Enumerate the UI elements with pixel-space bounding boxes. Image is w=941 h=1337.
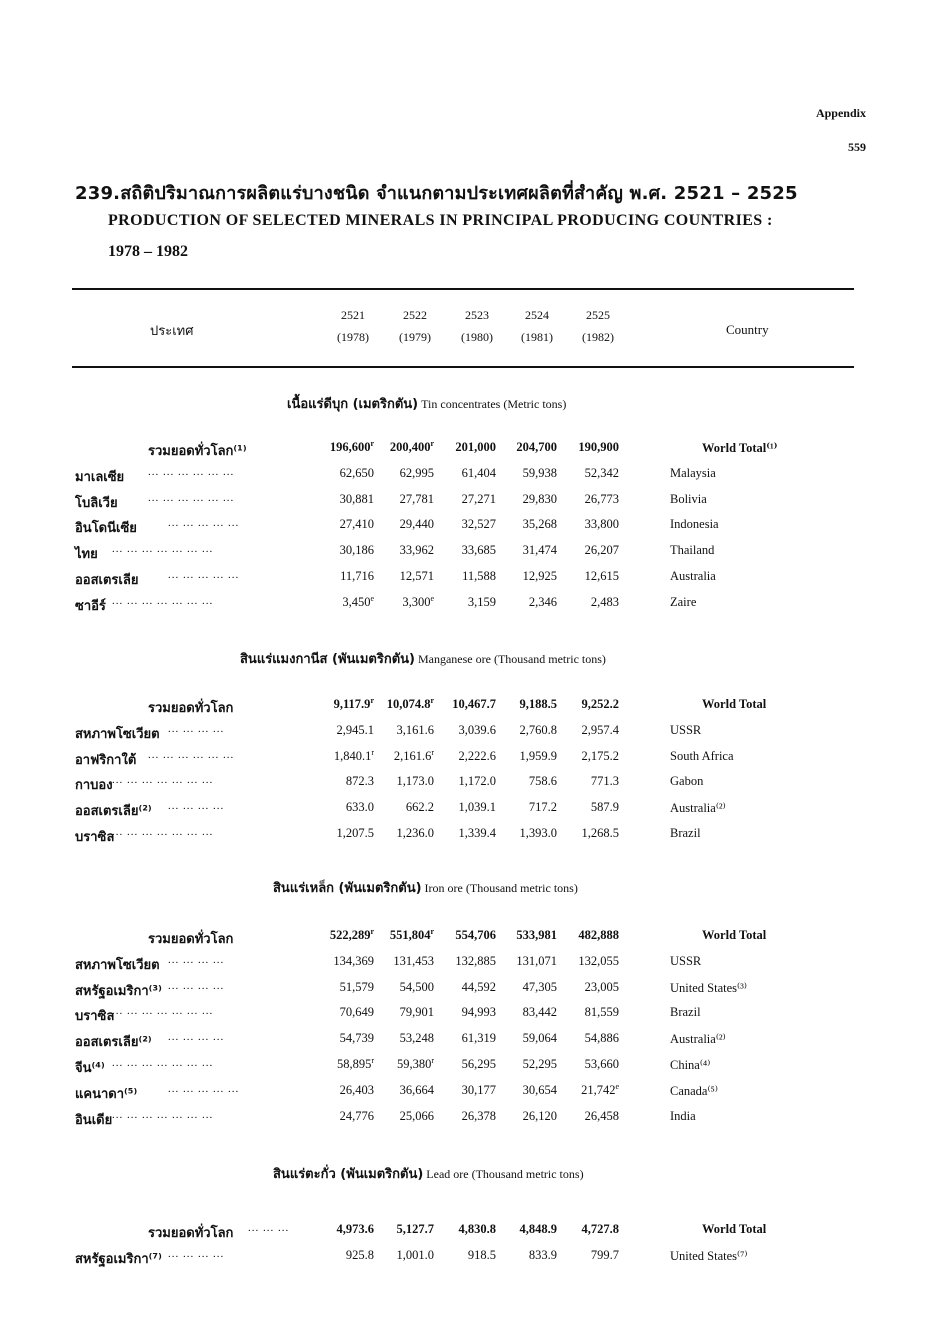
country-name-en: World Total: [702, 928, 767, 942]
country-name-en: USSR: [670, 722, 702, 737]
value-cell: 26,403: [339, 1082, 374, 1097]
value-cell: 633.0: [345, 800, 374, 815]
country-name-en: Indonesia: [670, 517, 719, 532]
value-cell: 204,700: [516, 440, 557, 454]
country-name-en: Bolivia: [670, 491, 707, 506]
value-cell: 2,957.4: [581, 722, 619, 737]
value-cell: 4,848.9: [519, 1222, 557, 1236]
leader-dots: ... ... ... ... ... ... ...: [112, 1005, 214, 1018]
value-cell: 522,289$^r$: [329, 927, 374, 942]
year-header-2522: [385, 304, 445, 348]
country-name-thai: สหรัฐอเมริกา⁽⁷⁾: [75, 1251, 162, 1267]
country-name-thai: ออสเตรเลีย⁽²⁾: [75, 1035, 152, 1051]
value-cell: 26,773: [584, 491, 619, 506]
value-cell: 12,615: [584, 569, 619, 583]
value-cell: 12,571: [399, 569, 434, 583]
table-row: [0, 774, 941, 794]
value-cell: 10,074.8$^r$: [386, 696, 434, 711]
country-name-en: World Total⁽¹⁾: [702, 441, 778, 455]
value-cell: 52,342: [584, 465, 619, 480]
value-cell: 26,207: [584, 543, 619, 558]
value-cell: 33,685: [461, 543, 496, 558]
value-cell: 771.3: [590, 774, 619, 789]
country-name-en: South Africa: [670, 748, 734, 763]
value-cell: 2,346: [528, 594, 557, 609]
value-cell: 30,177: [461, 1082, 496, 1097]
leader-dots: ... ... ... ... ... ... ...: [112, 826, 214, 838]
country-name-thai: บราซิล: [75, 1009, 115, 1025]
value-cell: 3,039.6: [458, 722, 496, 737]
country-name-en: Malaysia: [670, 465, 716, 480]
value-cell: 27,271: [461, 491, 496, 506]
value-cell: 59,064: [522, 1031, 557, 1046]
value-cell: 79,901: [399, 1005, 434, 1020]
value-cell: 9,117.9$^r$: [333, 696, 374, 711]
value-cell: 29,440: [399, 517, 434, 532]
value-cell: 53,660: [584, 1057, 619, 1071]
section-title-thai: เนื้อแร่ดีบุก (เมตริกตัน): [287, 397, 419, 412]
value-cell: 1,207.5: [336, 826, 374, 840]
year-ad: (1981): [521, 330, 553, 344]
value-cell: 587.9: [590, 800, 619, 815]
leader-dots: ... ... ... ... ...: [168, 569, 240, 581]
value-cell: 30,881: [339, 491, 374, 506]
value-cell: 190,900: [578, 440, 619, 454]
value-cell: 201,000: [455, 440, 496, 454]
value-cell: 36,664: [399, 1082, 434, 1097]
country-name-thai: มาเลเซีย: [75, 469, 125, 485]
leader-dots: ... ... ... ...: [168, 722, 225, 735]
value-cell: 925.8: [345, 1247, 374, 1262]
year-header-2524: [507, 304, 567, 348]
value-cell: 4,830.8: [458, 1222, 496, 1236]
country-name-thai: สหภาพโซเวียต: [75, 726, 160, 742]
value-cell: 2,945.1: [336, 722, 374, 737]
section-title: [240, 648, 606, 669]
world-total-row: [0, 440, 941, 460]
value-cell: 1,172.0: [458, 774, 496, 789]
country-name-thai: สหรัฐอเมริกา⁽³⁾: [75, 983, 162, 999]
value-cell: 918.5: [467, 1247, 496, 1262]
table-row: [0, 543, 941, 563]
country-name-thai: อาฟริกาใต้: [75, 752, 137, 768]
value-cell: 53,248: [399, 1031, 434, 1046]
year-header-2521: [323, 304, 383, 348]
value-cell: 1,236.0: [396, 826, 434, 840]
country-name-thai: รวมยอดทั่วโลก⁽¹⁾: [148, 444, 247, 459]
leader-dots: ... ... ... ...: [168, 1247, 225, 1260]
value-cell: 799.7: [590, 1247, 619, 1262]
section-title-en: Tin concentrates (Metric tons): [418, 397, 567, 411]
value-cell: 54,886: [584, 1031, 619, 1046]
section-title-thai: สินแร่แมงกานีส (พันเมตริกตัน): [240, 652, 415, 667]
value-cell: 131,071: [516, 953, 557, 968]
value-cell: 11,716: [340, 569, 374, 583]
country-name-thai: รวมยอดทั่วโลก: [148, 932, 234, 947]
table-row: [0, 569, 941, 589]
table-row: [0, 517, 941, 537]
year-ad: (1979): [399, 330, 431, 344]
year-be: 2522: [403, 308, 427, 322]
country-name-thai: แคนาดา⁽⁵⁾: [75, 1086, 138, 1102]
value-cell: 59,938: [522, 465, 557, 480]
country-name-thai: ออสเตรเลีย: [75, 573, 139, 588]
year-be: 2523: [465, 308, 489, 322]
country-name-thai: ไทย: [75, 547, 98, 563]
year-header-2523: [447, 304, 507, 348]
value-cell: 5,127.7: [396, 1222, 434, 1236]
value-cell: 1,039.1: [458, 800, 496, 815]
value-cell: 1,393.0: [519, 826, 557, 840]
value-cell: 61,319: [461, 1031, 496, 1046]
top-rule: [72, 288, 854, 290]
country-name-thai: ซาอีร์: [75, 598, 106, 614]
value-cell: 482,888: [578, 928, 619, 942]
value-cell: 4,727.8: [581, 1222, 619, 1236]
year-ad: (1982): [582, 330, 614, 344]
value-cell: 2,760.8: [519, 722, 557, 737]
value-cell: 3,450e: [342, 593, 374, 609]
value-cell: 62,995: [399, 465, 434, 480]
leader-dots: ... ... ... ... ... ...: [148, 748, 235, 761]
value-cell: 25,066: [399, 1108, 434, 1123]
value-cell: 758.6: [528, 774, 557, 789]
value-cell: 200,400$^r$: [389, 439, 434, 454]
value-cell: 4,973.6: [336, 1222, 374, 1236]
value-cell: 52,295: [522, 1057, 557, 1071]
value-cell: 1,173.0: [396, 774, 434, 789]
table-row: [0, 1031, 941, 1051]
section-title: [273, 1163, 584, 1184]
country-name-en: USSR: [670, 953, 702, 968]
country-name-thai: จีน⁽⁴⁾: [75, 1061, 105, 1076]
world-total-row: [0, 697, 941, 717]
table-row: [0, 1057, 941, 1077]
column-header-country-en: Country: [726, 322, 769, 337]
table-title-years: 1978 – 1982: [108, 243, 188, 260]
world-total-row: [0, 1222, 941, 1242]
value-cell: 61,404: [461, 465, 496, 480]
year-ad: (1980): [461, 330, 493, 344]
table-row: [0, 1005, 941, 1025]
value-cell: 33,962: [399, 543, 434, 558]
country-name-en: Brazil: [670, 1005, 701, 1020]
country-name-en: Brazil: [670, 826, 701, 840]
value-cell: 132,055: [578, 953, 619, 968]
table-row: [0, 954, 941, 974]
value-cell: 54,500: [399, 979, 434, 994]
leader-dots: ... ... ... ... ... ... ...: [112, 1057, 214, 1069]
year-be: 2521: [341, 308, 365, 322]
value-cell: 23,005: [584, 979, 619, 994]
value-cell: 35,268: [522, 517, 557, 532]
value-cell: 27,410: [339, 517, 374, 532]
table-row: [0, 826, 941, 846]
year-header-2525: [568, 304, 628, 348]
value-cell: 26,378: [461, 1108, 496, 1123]
value-cell: 196,600$^r$: [329, 439, 374, 454]
country-name-en: United States⁽⁷⁾: [670, 1248, 748, 1263]
value-cell: 551,804$^r$: [389, 927, 434, 942]
value-cell: 1,840.1$^r$: [333, 747, 374, 763]
value-cell: 533,981: [516, 928, 557, 942]
value-cell: 2,161.6$^r$: [393, 747, 434, 763]
table-row: [0, 800, 941, 820]
leader-dots: ... ... ... ... ...: [168, 1082, 240, 1095]
section-title-en: Lead ore (Thousand metric tons): [423, 1167, 584, 1181]
value-cell: 27,781: [399, 491, 434, 506]
country-name-en: India: [670, 1108, 696, 1123]
table-row: [0, 595, 941, 615]
value-cell: 12,925: [522, 569, 557, 583]
section-title-thai: สินแร่เหล็ก (พันเมตริกตัน): [273, 881, 422, 896]
leader-dots: ... ... ... ...: [168, 953, 225, 966]
leader-dots: ... ... ... ...: [168, 1031, 225, 1044]
country-name-thai: โบลิเวีย: [75, 495, 118, 511]
running-header-appendix: Appendix: [815, 106, 866, 120]
value-cell: 9,188.5: [519, 697, 557, 711]
world-total-row: [0, 928, 941, 948]
value-cell: 1,268.5: [581, 826, 619, 840]
value-cell: 21,742e: [581, 1081, 619, 1097]
value-cell: 3,159: [467, 594, 496, 609]
value-cell: 83,442: [522, 1005, 557, 1020]
table-title-english: PRODUCTION OF SELECTED MINERALS IN PRINCIPAL PRODUCING COUNTRIES :: [108, 212, 773, 229]
value-cell: 3,300e: [402, 593, 434, 609]
column-header-country-thai: ประเทศ: [150, 324, 194, 339]
year-ad: (1978): [337, 330, 369, 344]
value-cell: 2,483: [590, 594, 619, 609]
value-cell: 58,895$^r$: [336, 1056, 374, 1071]
value-cell: 554,706: [455, 928, 496, 942]
section-title-en: Manganese ore (Thousand metric tons): [414, 652, 606, 666]
value-cell: 2,222.6: [458, 748, 496, 763]
leader-dots: ... ... ... ... ... ...: [148, 465, 235, 478]
value-cell: 94,993: [461, 1005, 496, 1020]
country-name-en: Gabon: [670, 774, 704, 789]
value-cell: 11,588: [462, 569, 496, 583]
value-cell: 30,186: [339, 543, 374, 558]
table-row: [0, 492, 941, 512]
value-cell: 62,650: [339, 465, 374, 480]
leader-dots: ... ... ... ...: [168, 979, 225, 992]
country-name-thai: บราซิล: [75, 830, 115, 845]
table-row: [0, 466, 941, 486]
value-cell: 44,592: [461, 979, 496, 994]
year-be: 2525: [586, 308, 610, 322]
section-title-thai: สินแร่ตะกั่ว (พันเมตริกตัน): [273, 1167, 424, 1182]
value-cell: 131,453: [393, 953, 434, 968]
value-cell: 24,776: [339, 1108, 374, 1123]
leader-dots: ... ... ... ... ... ... ...: [112, 594, 214, 607]
value-cell: 59,380$^r$: [396, 1056, 434, 1071]
value-cell: 9,252.2: [581, 697, 619, 711]
country-name-en: Thailand: [670, 543, 715, 558]
table-row: [0, 1248, 941, 1268]
country-name-en: Australia: [670, 569, 716, 583]
country-name-en: United States⁽³⁾: [670, 980, 747, 995]
country-name-thai: สหภาพโซเวียต: [75, 957, 160, 973]
country-name-en: Zaire: [670, 594, 697, 609]
value-cell: 47,305: [522, 979, 557, 994]
table-row: [0, 723, 941, 743]
value-cell: 33,800: [584, 517, 619, 532]
value-cell: 70,649: [339, 1005, 374, 1020]
country-name-en: World Total: [702, 697, 767, 711]
value-cell: 56,295: [461, 1057, 496, 1071]
value-cell: 132,885: [455, 953, 496, 968]
value-cell: 1,339.4: [458, 826, 496, 840]
leader-dots: ... ... ... ... ... ... ...: [112, 774, 214, 787]
value-cell: 10,467.7: [452, 697, 496, 711]
table-row: [0, 980, 941, 1000]
table-title-thai: 239.สถิติปริมาณการผลิตแร่บางชนิด จำแนกตามประเทศผลิตที่สำคัญ พ.ศ. 2521 – 2525: [75, 183, 798, 204]
value-cell: 1,959.9: [519, 748, 557, 763]
value-cell: 81,559: [584, 1005, 619, 1020]
country-name-en: Australia⁽²⁾: [670, 1032, 726, 1047]
leader-dots: ... ... ... ... ...: [168, 517, 240, 530]
page-number: 559: [848, 140, 866, 154]
country-name-thai: อินเดีย: [75, 1112, 113, 1128]
section-title: [273, 877, 578, 898]
value-cell: 30,654: [522, 1082, 557, 1097]
year-be: 2524: [525, 308, 549, 322]
value-cell: 2,175.2: [581, 748, 619, 763]
value-cell: 1,001.0: [396, 1247, 434, 1262]
country-name-en: World Total: [702, 1222, 767, 1236]
value-cell: 54,739: [339, 1031, 374, 1046]
leader-dots: ... ... ...: [248, 1222, 290, 1234]
value-cell: 717.2: [528, 800, 557, 815]
country-name-en: Australia⁽²⁾: [670, 801, 726, 816]
value-cell: 31,474: [522, 543, 557, 558]
leader-dots: ... ... ... ... ... ... ...: [112, 543, 214, 556]
value-cell: 32,527: [461, 517, 496, 532]
section-title-en: Iron ore (Thousand metric tons): [421, 881, 578, 895]
country-name-thai: รวมยอดทั่วโลก: [148, 1226, 234, 1241]
header-bottom-rule: [72, 366, 854, 368]
value-cell: 26,458: [584, 1108, 619, 1123]
leader-dots: ... ... ... ... ... ...: [148, 491, 235, 504]
country-name-thai: อินโดนีเซีย: [75, 521, 137, 537]
table-row: [0, 1109, 941, 1129]
value-cell: 134,369: [333, 953, 374, 968]
leader-dots: ... ... ... ... ... ... ...: [112, 1108, 214, 1121]
table-row: [0, 1083, 941, 1103]
value-cell: 29,830: [522, 491, 557, 506]
section-title: [287, 393, 566, 414]
value-cell: 662.2: [405, 800, 434, 815]
country-name-thai: รวมยอดทั่วโลก: [148, 701, 234, 716]
table-row: [0, 749, 941, 769]
country-name-en: Canada⁽⁵⁾: [670, 1083, 718, 1098]
value-cell: 51,579: [339, 979, 374, 994]
country-name-en: China⁽⁴⁾: [670, 1058, 711, 1072]
value-cell: 872.3: [345, 774, 374, 789]
value-cell: 833.9: [528, 1247, 557, 1262]
country-name-thai: กาบอง: [75, 778, 113, 794]
value-cell: 3,161.6: [396, 722, 434, 737]
country-name-thai: ออสเตรเลีย⁽²⁾: [75, 804, 152, 820]
leader-dots: ... ... ... ...: [168, 800, 225, 813]
value-cell: 26,120: [522, 1108, 557, 1123]
